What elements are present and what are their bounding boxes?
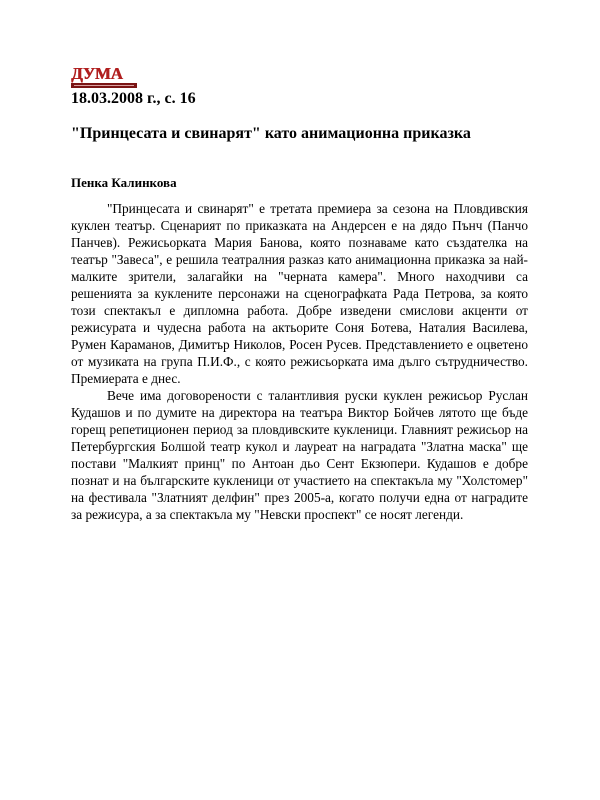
article-title: "Принцесата и свинарят" като анимационна приказка [71, 125, 471, 142]
article-author: Пенка Калинкова [71, 175, 177, 190]
article-paragraph: Вече има договорености с талантливия руски куклен режисьор Руслан Кудашов и по думите на директора на театъра Виктор Бойчев лятото ще бъде горещ репетиционен период за пловдивските кукленици. Главният режисьор на Петербургския Болшой театр кукол и лауреат на наградата "Златна маска" ще постави "Малкият принц" по Антоан дьо Сент Екзюпери. Кудашов е добре познат и на българските кукленици от участието на спектакъла му "Холстомер" на фестивала "Златният делфин" през 2005-а, когато получи една от наградите за режисура, а за спектакъла му "Невски проспект" се носят легенди. [71, 388, 528, 522]
date-and-page: 18.03.2008 г., с. 16 [71, 90, 196, 107]
publication-logo-text: ДУМА [71, 64, 123, 83]
publication-logo [71, 64, 137, 90]
publication-logo-bar-line [74, 85, 134, 86]
article-body [71, 200, 528, 523]
article-paragraph: "Принцесата и свинарят" е третата премиера за сезона на Пловдивския куклен театър. Сценарият по приказката на Андерсен е на дядо Пънч (Панчо Панчев). Режисьорката Мария Банова, която познаваме като създателка на театър "Завеса", е решила театралния разказ като анимационна приказка за най-малките зрители, залагайки на "черната камера". Много находчиви са решенията за куклените персонажи на сценографката Рада Петрова, за която този спектакъл е дипломна работа. Добре изведени смислови акценти от режисурата и чудесна работа на актьорите Соня Ботева, Наталия Василева, Румен Караманов, Димитър Николов, Росен Русев. Представлението е оцветено от музиката на група П.И.Ф., с която режисьорката има дълго сътрудничество. Премиерата е днес. [71, 201, 528, 386]
